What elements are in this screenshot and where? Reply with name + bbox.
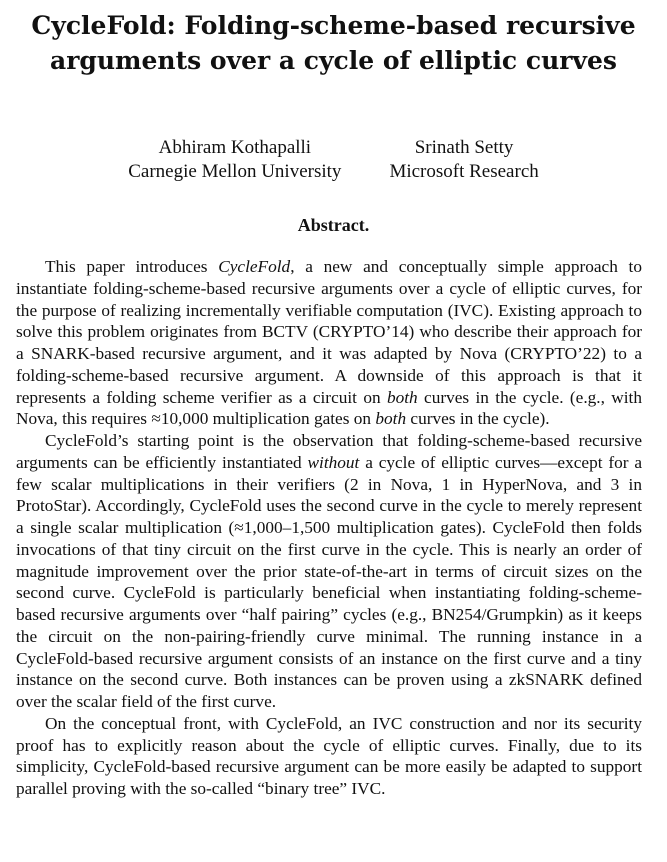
abstract-text: a cycle of elliptic curves—except for a few scalar multiplications in their verifiers (2 in Nova, 1 in HyperNova, and 3 in ProtoStar). Accordingly, CycleFold uses the second curve in the cycle to merely represent a single scalar multiplication (≈1,000–1,500 multiplication gates). CycleFold then folds invocations of that tiny circuit on the first curve in the cycle. This is nearly an order of magnitude improvement over the prior state-of-the-art in terms of circuit sizes on the second curve. CycleFold is particularly beneficial when instantiating folding-scheme-based recursive arguments over “half pairing” cycles (e.g., BN254/Grumpkin) as it keeps the circuit on the non-pairing-friendly curve minimal. The running instance in a CycleFold-based recursive argument consists of an instance on the first curve and a tiny instance on the second curve. Both instances can be proven using a zkSNARK defined over the scalar field of the first curve.: [16, 452, 642, 711]
abstract-text: CycleFold’s starting point is the observation that folding-scheme-based recursive arguments can be efficiently instantiated: [16, 431, 642, 472]
abstract-text: curves in the cycle. (e.g., with Nova, this requires ≈10,000 multiplication gates on: [16, 387, 642, 429]
abstract-text: On the conceptual front, with CycleFold, an IVC construction and nor its security proof has to explicitly reason about the cycle of elliptic curves. Finally, due to its simplicity, CycleFold-based recursive argument can be more easily be adapted to support parallel proving with the so-called “binary tree” IVC.: [16, 713, 642, 798]
author-1: [128, 136, 341, 184]
author-affiliation: Microsoft Research: [389, 161, 539, 182]
abstract-text: curves in the cycle).: [406, 409, 550, 429]
paper-title-line-1: CycleFold: Folding-scheme-based recursive: [31, 11, 636, 40]
abstract-emphasis: both: [375, 409, 407, 429]
author-name: Srinath Setty: [414, 137, 514, 158]
abstract-text: , a new and conceptually simple approach to instantiate folding-scheme-based recursive arguments over a cycle of elliptic curves, for the purpose of realizing incrementally verifiable computation (IVC). Existing approach to solve this problem originates from BCTV (CRYPTO’14) who describe their approach for a SNARK-based recursive argument, and it was adapted by Nova (CRYPTO’22) to a folding-scheme-based recursive argument. A downside of this approach is that it represents a folding scheme verifier as a circuit on: [16, 257, 642, 407]
paper-title: [0, 8, 667, 78]
author-block: [0, 136, 667, 184]
author-affiliation: Carnegie Mellon University: [128, 161, 342, 182]
abstract-paragraph-2: [16, 430, 642, 713]
author-name: Abhiram Kothapalli: [158, 137, 312, 158]
abstract-paragraph-1: [16, 256, 642, 430]
paper-title-line-2: arguments over a cycle of elliptic curves: [50, 46, 617, 75]
author-2: [389, 136, 538, 184]
abstract-emphasis: without: [307, 452, 360, 472]
abstract-paragraph-3: [16, 713, 642, 800]
abstract-heading: Abstract.: [297, 215, 370, 235]
abstract-body: [16, 256, 642, 800]
abstract-text: This paper introduces: [45, 257, 219, 276]
abstract-emphasis: both: [386, 387, 418, 407]
abstract-emphasis: CycleFold: [218, 257, 291, 276]
